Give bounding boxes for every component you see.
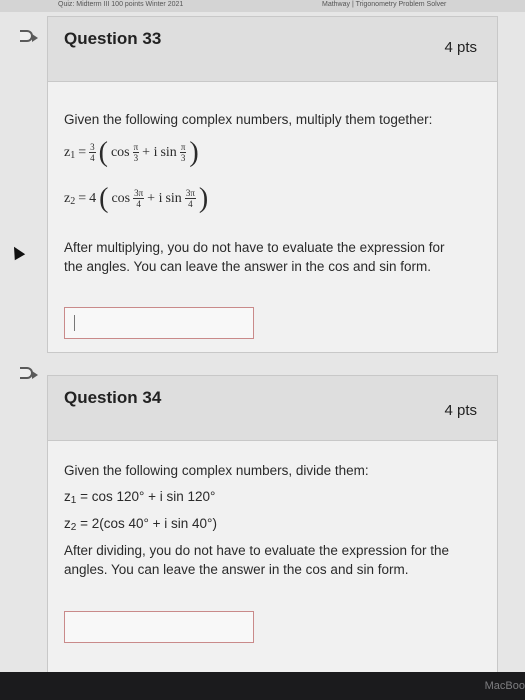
question-prompt: Given the following complex numbers, divide them: [64, 463, 369, 478]
question-points: 4 pts [444, 39, 477, 56]
z2-expression: $z_2 = 2(\cos$ 40° + i sin 40°) [64, 516, 217, 533]
z1-coefficient: $\frac{3}{4}$ [90, 142, 95, 163]
question-title: Question 34 [64, 388, 162, 407]
text-caret [74, 315, 75, 331]
tab-mathway[interactable]: Mathway | Trigonometry Problem Solver [322, 1, 447, 8]
instruction-line-2: angles. You can leave the answer in the cos and sin form. [64, 562, 409, 577]
plus-i: + i [142, 144, 158, 160]
question-prompt: Given the following complex numbers, multiply them together: [64, 112, 433, 127]
z2-coefficient: 4 [89, 190, 97, 206]
instruction-line-1: After dividing, you do not have to evaluate the expression for the [64, 543, 449, 558]
answer-input[interactable] [64, 307, 254, 339]
z1-angle: $\frac{\pi}{3}$ [180, 142, 186, 163]
z2-angle: $\frac{3\pi}{4}$ [134, 188, 144, 209]
tab-quiz[interactable]: Quiz: Midterm III 100 points Winter 2021 [58, 1, 184, 8]
cos-label: cos [110, 144, 130, 160]
flag-question-icon[interactable] [20, 30, 33, 42]
cos-label: cos [111, 190, 131, 206]
mouse-cursor-icon [9, 244, 25, 260]
plus-i: + i [147, 190, 163, 206]
z1-expression: $z_1$ = $\frac{3}{4}$ ( cos $\frac{\pi}{3}$ + i sin $\frac{\pi}{3}$ ) [64, 136, 199, 168]
equals: = [78, 144, 87, 160]
sin-label: sin [165, 190, 182, 206]
z2-angle: $\frac{3\pi}{4}$ [185, 188, 195, 209]
z1-var: $z_1$ [64, 144, 76, 161]
instruction-line-2: the angles. You can leave the answer in the cos and sin form. [64, 259, 431, 274]
z2-var: $z_2$ [64, 190, 76, 207]
equals: = [78, 190, 87, 206]
z2-expression: $z_2$ = 4 ( cos $\frac{3\pi}{4}$ + i sin $\frac{3\pi}{4}$ ) [64, 182, 209, 214]
flag-question-icon[interactable] [20, 367, 33, 379]
question-header [48, 17, 497, 82]
browser-tab-bar [0, 0, 525, 12]
question-header [48, 376, 497, 441]
instruction-line-1: After multiplying, you do not have to evaluate the expression for [64, 240, 445, 255]
sin-label: sin [160, 144, 177, 160]
question-title: Question 33 [64, 29, 162, 48]
question-points: 4 pts [444, 402, 477, 419]
z1-expression: $z_1 = \cos 120^\circ + i$ sin 120° [64, 489, 216, 506]
z1-angle: $\frac{\pi}{3}$ [133, 142, 139, 163]
answer-input[interactable] [64, 611, 254, 643]
question-33-card [47, 16, 498, 353]
laptop-brand-label: MacBoo [484, 680, 525, 692]
question-34-card [47, 375, 498, 672]
